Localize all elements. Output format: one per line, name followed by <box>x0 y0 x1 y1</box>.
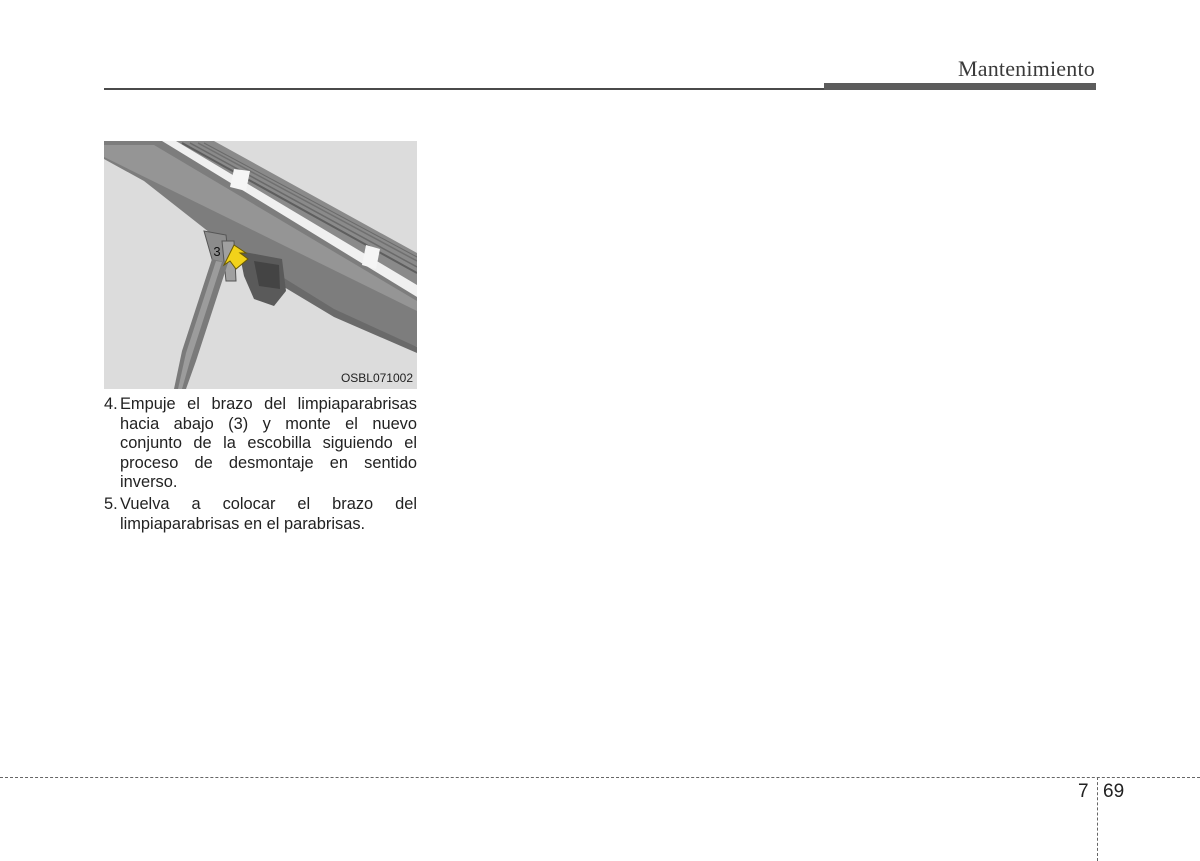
footer-dashed-divider <box>1097 777 1098 861</box>
callout-number: 3 <box>213 244 221 259</box>
header-rule <box>104 88 824 90</box>
step-text: Vuelva a colocar el brazo del limpiaparabrisas en el parabrisas. <box>120 494 417 533</box>
step-number: 5. <box>104 494 118 513</box>
step-text: Empuje el brazo del limpiaparabrisas hacia abajo (3) y monte el nuevo conjunto de la escobilla siguiendo el proceso de desmontaje en sentido inverso. <box>120 395 417 492</box>
step-number: 4. <box>104 395 118 413</box>
footer-dashed-rule <box>0 777 1200 778</box>
page-number: 69 <box>1103 781 1125 802</box>
instruction-list <box>104 395 417 536</box>
list-item <box>104 495 417 534</box>
wiper-drawing <box>104 141 417 389</box>
wiper-illustration <box>104 141 417 389</box>
header-bar <box>824 83 1096 90</box>
chapter-number: 7 <box>1078 781 1089 802</box>
figure-code: OSBL071002 <box>340 371 413 385</box>
section-title: Mantenimiento <box>957 56 1095 81</box>
list-item <box>104 395 417 493</box>
